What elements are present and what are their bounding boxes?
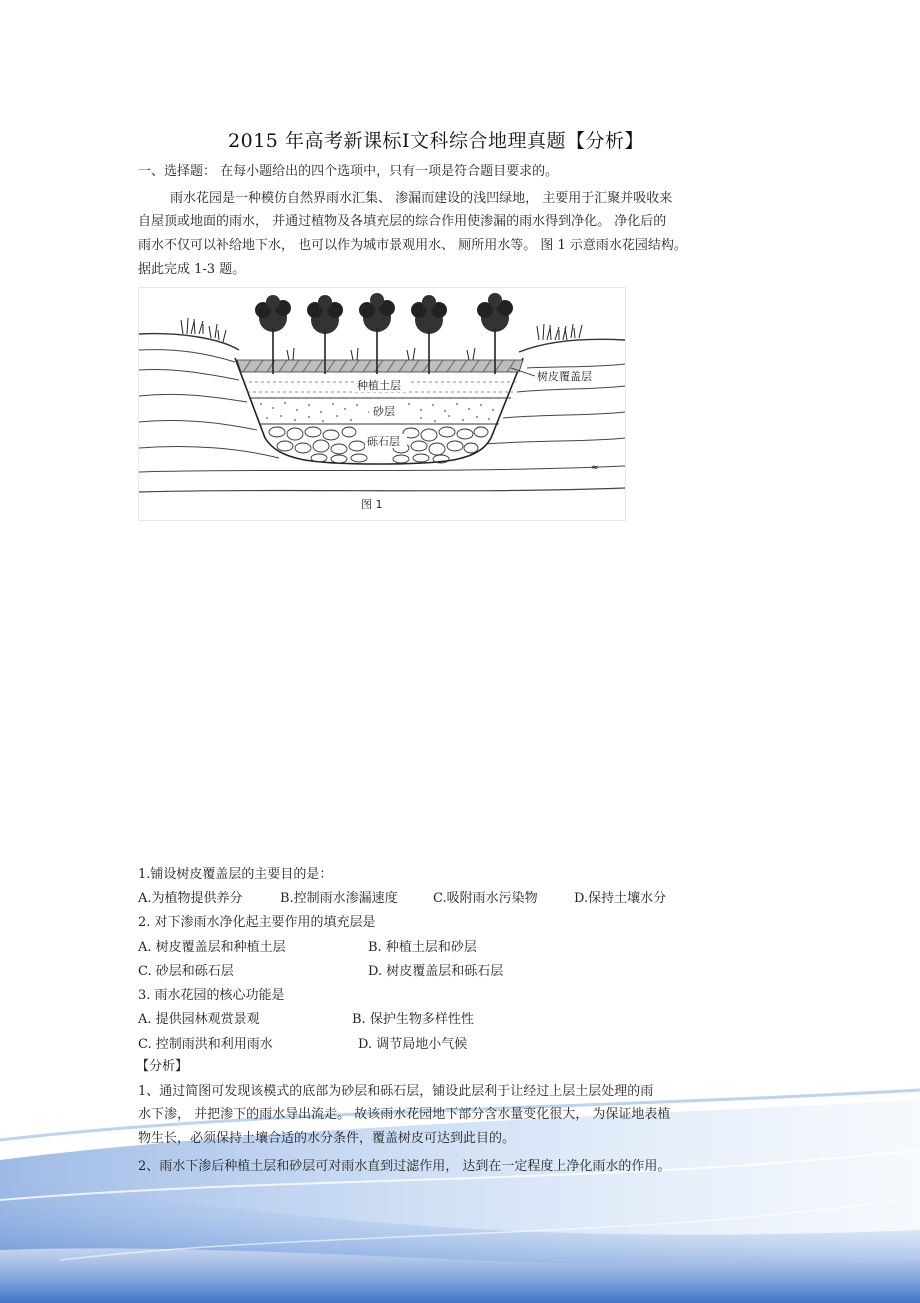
strata-line <box>139 420 257 430</box>
question-2-option-a: A. 树皮覆盖层和种植土层 <box>138 940 286 955</box>
analysis-line-2: 水下渗， 并把渗下的雨水导出流走。 故该雨水花园地下部分含水量变化很大， 为保证地表植 <box>138 1107 671 1122</box>
water-symbol: ≈ <box>591 463 599 473</box>
strata-line <box>139 466 625 472</box>
question-3-option-a: A. 提供园林观赏景观 <box>138 1012 260 1027</box>
intro-line-4: 据此完成 1-3 题。 <box>138 262 246 277</box>
question-3-option-d: D. 调节局地小气候 <box>358 1037 468 1052</box>
sand-layer-label: 砂层 <box>373 405 395 418</box>
strata-line <box>139 446 279 458</box>
question-1-option-c: C.吸附雨水污染物 <box>433 891 538 906</box>
question-2-option-c: C. 砂层和砾石层 <box>138 964 234 979</box>
question-1-option-b: B.控制雨水渗漏速度 <box>280 891 398 906</box>
strata-line <box>503 412 625 418</box>
document-title: 2015 年高考新课标Ⅰ文科综合地理真题【分析】 <box>228 130 644 152</box>
strata-line <box>139 394 247 402</box>
analysis-line-4: 2、雨水下渗后种植土层和砂层可对雨水直到过滤作用， 达到在一定程度上净化雨水的作用。 <box>138 1159 671 1174</box>
strata-line <box>517 386 625 392</box>
strata-line <box>139 350 235 362</box>
ground-surface-right <box>519 339 625 352</box>
rain-garden-figure <box>138 287 626 521</box>
question-2-option-b: B. 种植土层和砂层 <box>368 940 477 955</box>
bark-layer-label: 树皮覆盖层 <box>537 370 592 383</box>
strata-line <box>139 369 239 380</box>
section-heading: 一、选择题： 在每小题给出的四个选项中，只有一项是符合题目要求的。 <box>138 164 559 179</box>
question-2-stem: 2. 对下渗雨水净化起主要作用的填充层是 <box>138 915 376 930</box>
soil-layer-label: 种植土层 <box>357 379 401 392</box>
intro-line-1: 雨水花园是一种模仿自然界雨水汇集、 渗漏而建设的浅凹绿地， 主要用于汇聚并吸收来 <box>170 191 673 206</box>
question-3-option-b: B. 保护生物多样性性 <box>352 1012 474 1027</box>
question-1-stem: 1.铺设树皮覆盖层的主要目的是： <box>138 867 333 882</box>
gravel-layer-label: 砾石层 <box>367 435 400 448</box>
question-3-option-c: C. 控制雨洪和利用雨水 <box>138 1037 273 1052</box>
question-1-option-d: D.保持土壤水分 <box>574 891 667 906</box>
strata-line <box>485 438 625 444</box>
figure-caption: 图 1 <box>361 498 383 511</box>
analysis-line-3: 物生长，必须保持土壤合适的水分条件，覆盖树皮可达到此目的。 <box>138 1131 516 1146</box>
strata-line <box>139 488 625 492</box>
question-2-option-d: D. 树皮覆盖层和砾石层 <box>368 964 504 979</box>
analysis-line-1: 1、通过简图可发现该模式的底部为砂层和砾石层，铺设此层利于让经过上层土层处理的雨 <box>138 1084 654 1099</box>
question-1-option-a: A.为植物提供养分 <box>138 891 243 906</box>
intro-line-2: 自屋顶或地面的雨水， 并通过植物及各填充层的综合作用使渗漏的雨水得到净化。 净化后的 <box>138 214 667 229</box>
question-3-stem: 3. 雨水花园的核心功能是 <box>138 988 285 1003</box>
rain-garden-diagram <box>139 288 625 520</box>
intro-line-3: 雨水不仅可以补给地下水， 也可以作为城市景观用水、 厕所用水等。 图 1 示意雨水花园结构。 <box>138 238 687 253</box>
analysis-heading: 【分析】 <box>136 1059 189 1074</box>
strata-line <box>527 364 625 368</box>
